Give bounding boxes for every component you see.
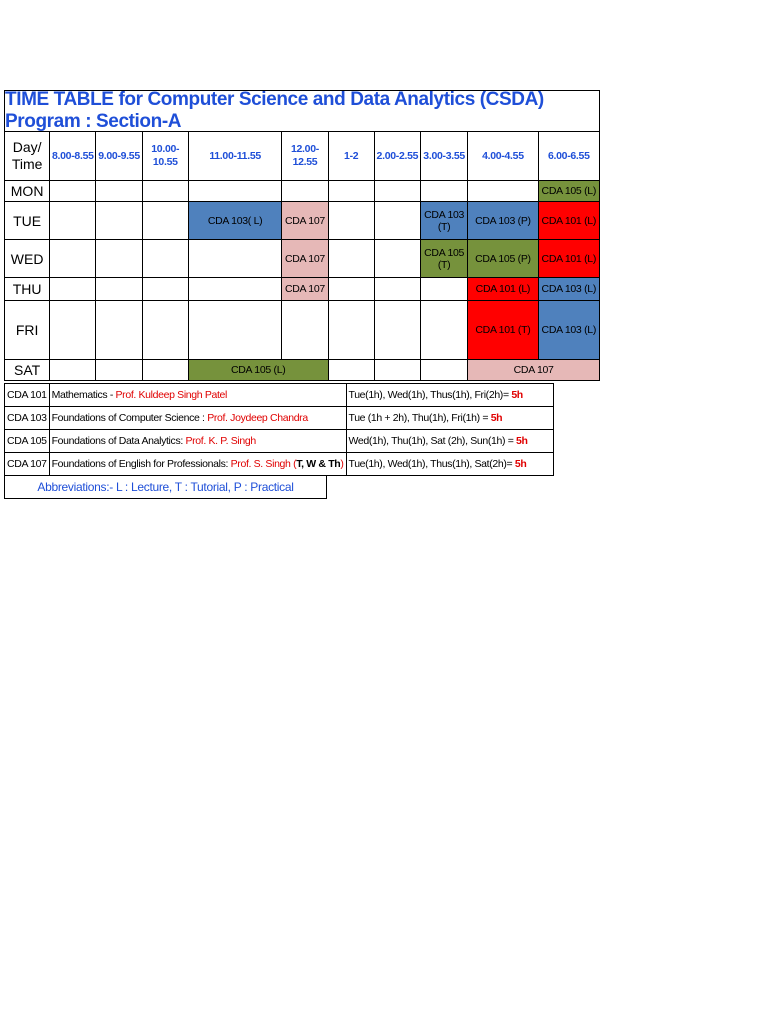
class-cell: CDA 103 (L)	[538, 301, 599, 360]
header-row	[5, 132, 600, 181]
legend-row	[5, 407, 554, 430]
day-label: MON	[5, 181, 50, 202]
class-cell: CDA 107	[282, 278, 328, 301]
class-cell: CDA 103 (P)	[468, 202, 538, 240]
legend-row	[5, 453, 554, 476]
class-cell: CDA 107	[282, 202, 328, 240]
row-sat	[5, 360, 600, 381]
professor-name: Prof. Joydeep Chandra	[207, 412, 308, 424]
day-label: TUE	[5, 202, 50, 240]
timetable-title: TIME TABLE for Computer Science and Data Analytics (CSDA) Program : Section-A	[4, 90, 600, 131]
course-name: Mathematics - Prof. Kuldeep Singh Patel	[49, 384, 346, 407]
class-cell: CDA 105 (L)	[538, 181, 599, 202]
slot-header: 11.00-11.55	[188, 132, 281, 181]
slot-header: 3.00-3.55	[421, 132, 468, 181]
slot-header: 9.00-9.55	[96, 132, 142, 181]
slot-header: 12.00-12.55	[282, 132, 328, 181]
course-code: CDA 107	[5, 453, 50, 476]
class-cell: CDA 101 (T)	[468, 301, 538, 360]
daytime-header: Day/ Time	[5, 132, 50, 181]
course-name: Foundations of English for Professionals: Prof. S. Singh (T, W & Th)	[49, 453, 346, 476]
class-cell: CDA 103( L)	[188, 202, 281, 240]
abbreviations-note: Abbreviations:- L : Lecture, T : Tutorial, P : Practical	[4, 475, 327, 499]
day-label: THU	[5, 278, 50, 301]
day-label: FRI	[5, 301, 50, 360]
course-code: CDA 103	[5, 407, 50, 430]
slot-header: 2.00-2.55	[374, 132, 420, 181]
class-cell: CDA 105 (P)	[468, 240, 538, 278]
class-cell: CDA 105 (L)	[188, 360, 328, 381]
total-hours: 5h	[511, 389, 523, 401]
slot-header: 8.00-8.55	[50, 132, 96, 181]
total-hours: 5h	[514, 458, 527, 470]
course-name: Foundations of Computer Science : Prof. Joydeep Chandra	[49, 407, 346, 430]
slot-header: 10.00-10.55	[142, 132, 188, 181]
class-cell: CDA 107	[468, 360, 600, 381]
course-hours: Tue(1h), Wed(1h), Thus(1h), Sat(2h)= 5h	[346, 453, 553, 476]
row-fri	[5, 301, 600, 360]
professor-name: Prof. S. Singh	[230, 458, 291, 470]
slot-header: 1-2	[328, 132, 374, 181]
class-cell: CDA 107	[282, 240, 328, 278]
professor-name: Prof. Kuldeep Singh Patel	[115, 389, 228, 401]
class-cell: CDA 103 (T)	[421, 202, 468, 240]
course-legend	[4, 383, 554, 476]
class-cell: CDA 101 (L)	[468, 278, 538, 301]
class-cell: CDA 101 (L)	[538, 240, 599, 278]
timetable-grid	[4, 131, 600, 381]
course-code: CDA 101	[5, 384, 50, 407]
class-cell: CDA 105 (T)	[421, 240, 468, 278]
total-hours: 5h	[490, 412, 503, 424]
total-hours: 5h	[516, 435, 528, 447]
day-label: SAT	[5, 360, 50, 381]
professor-name: Prof. K. P. Singh	[185, 435, 256, 447]
course-hours: Wed(1h), Thu(1h), Sat (2h), Sun(1h) = 5h	[346, 430, 553, 453]
day-label: WED	[5, 240, 50, 278]
timetable-sheet	[4, 90, 600, 381]
legend-row	[5, 430, 554, 453]
slot-header: 4.00-4.55	[468, 132, 538, 181]
legend-row	[5, 384, 554, 407]
row-thu	[5, 278, 600, 301]
course-name: Foundations of Data Analytics: Prof. K. P. Singh	[49, 430, 346, 453]
class-cell: CDA 101 (L)	[538, 202, 599, 240]
course-hours: Tue(1h), Wed(1h), Thus(1h), Fri(2h)= 5h	[346, 384, 553, 407]
course-hours: Tue (1h + 2h), Thu(1h), Fri(1h) = 5h	[346, 407, 553, 430]
class-cell: CDA 103 (L)	[538, 278, 599, 301]
row-mon	[5, 181, 600, 202]
slot-header: 6.00-6.55	[538, 132, 599, 181]
course-code: CDA 105	[5, 430, 50, 453]
row-wed	[5, 240, 600, 278]
row-tue	[5, 202, 600, 240]
days-note: T, W & Th	[296, 458, 341, 470]
